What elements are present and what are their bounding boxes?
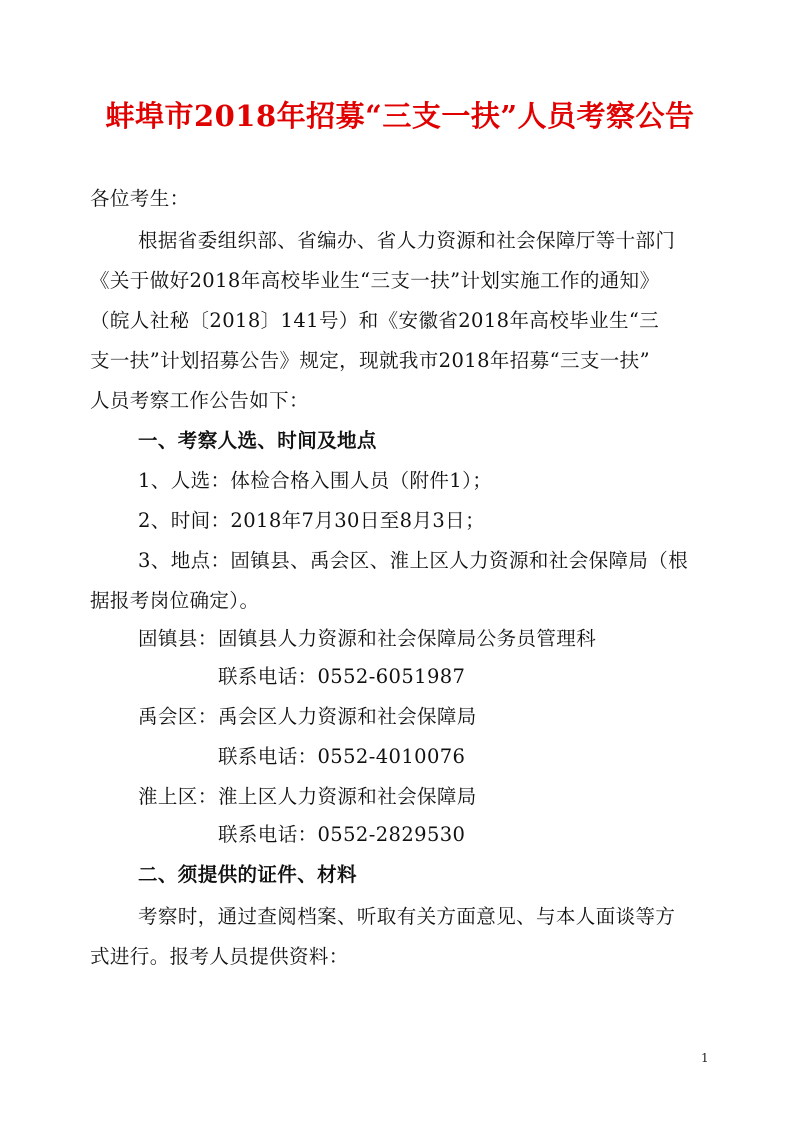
section2-line1: 考察时，通过查阅档案、听取有关方面意见、与本人面谈等方 [138, 905, 676, 928]
contact-office-yuhui: 禹会区人力资源和社会保障局 [218, 705, 477, 728]
section1-item3-line1: 3、地点：固镇县、禹会区、淮上区人力资源和社会保障局（根 [138, 549, 689, 572]
intro-line-5: 人员考察工作公告如下： [90, 389, 309, 412]
intro-line-3: （皖人社秘〔2018〕141号）和《安徽省2018年高校毕业生“三 [90, 309, 660, 332]
contact-phone-yuhui: 联系电话：0552-4010076 [218, 745, 466, 768]
contact-office-huaishang: 淮上区人力资源和社会保障局 [218, 785, 477, 808]
contact-phone-huaishang: 联系电话：0552-2829530 [218, 823, 466, 846]
section1-item3-line2: 据报考岗位确定）。 [90, 589, 260, 612]
contact-phone-guzhen: 联系电话：0552-6051987 [218, 665, 466, 688]
intro-line-4: 支一扶”计划招募公告》规定，现就我市2018年招募“三支一扶” [90, 349, 650, 372]
page-number: 1 [701, 1051, 709, 1065]
greeting: 各位考生： [90, 187, 190, 210]
section2-heading: 二、须提供的证件、材料 [138, 863, 357, 886]
intro-line-2: 《关于做好2018年高校毕业生“三支一扶”计划实施工作的通知》 [90, 269, 660, 292]
contact-district-yuhui: 禹会区： [138, 705, 218, 728]
section2-line2: 式进行。报考人员提供资料： [90, 945, 349, 968]
section1-item1: 1、人选：体检合格入围人员（附件1）； [138, 469, 493, 492]
contact-district-guzhen: 固镇县： [138, 627, 218, 650]
contact-office-guzhen: 固镇县人力资源和社会保障局公务员管理科 [218, 627, 597, 650]
contact-district-huaishang: 淮上区： [138, 785, 218, 808]
section1-item2: 2、时间：2018年7月30日至8月3日； [138, 509, 485, 532]
intro-line-1: 根据省委组织部、省编办、省人力资源和社会保障厅等十部门 [138, 229, 676, 252]
section1-heading: 一、考察人选、时间及地点 [138, 429, 377, 452]
document-title: 蚌埠市2018年招募“三支一扶”人员考察公告 [105, 99, 695, 133]
